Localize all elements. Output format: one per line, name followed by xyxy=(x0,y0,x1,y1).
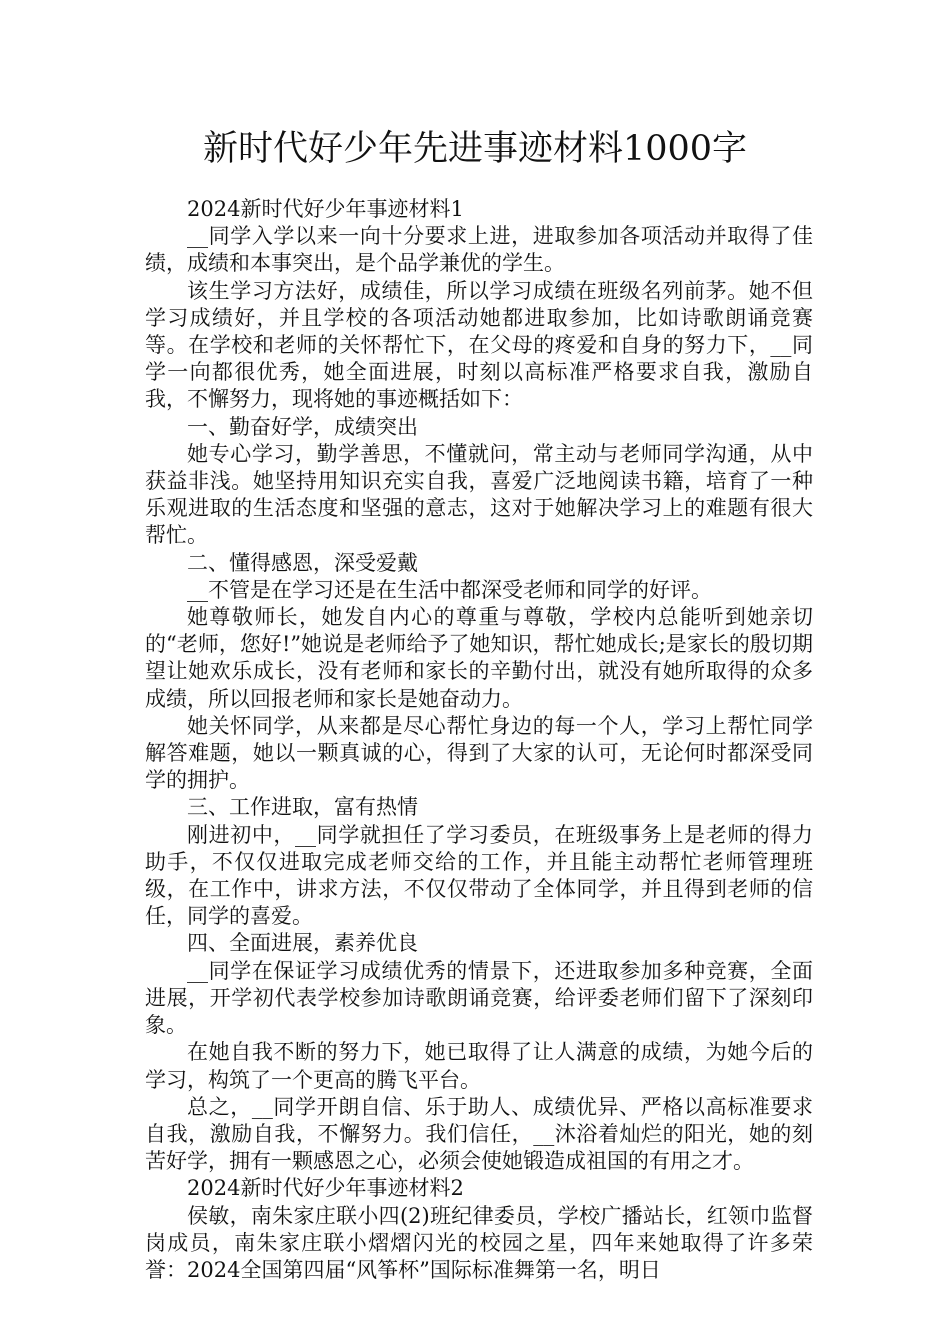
paragraph: __同学入学以来一向十分要求上进，进取参加各项活动并取得了佳绩，成绩和本事突出，是个品学兼优的学生。 xyxy=(145,224,813,276)
paragraph: 侯敏，南朱家庄联小四(2)班纪律委员，学校广播站长，红领巾监督岗成员，南朱家庄联小熠熠闪光的校园之星，四年来她取得了许多荣誉：2024全国第四届“风筝杯”国际标准舞第一名，明日 xyxy=(145,1203,813,1282)
section-heading: 一、勤奋好学，成绩突出 xyxy=(187,414,418,439)
paragraph: 她尊敬师长，她发自内心的尊重与尊敬，学校内总能听到她亲切的“老师，您好!”她说是老师给予了她知识，帮忙她成长;是家长的殷切期望让她欢乐成长，没有老师和家长的辛勤付出，就没有她所取得的众多成绩，所以回报老师和家长是她奋动力。 xyxy=(145,605,813,711)
paragraph: 刚进初中，__同学就担任了学习委员，在班级事务上是老师的得力助手，不仅仅进取完成老师交给的工作，并且能主动帮忙老师管理班级，在工作中，讲求方法，不仅仅带动了全体同学，并且得到老师的信任，同学的喜爱。 xyxy=(145,822,813,929)
section-heading: 三、工作进取，富有热情 xyxy=(187,795,418,820)
paragraph: __不管是在学习还是在生活中都深受老师和同学的好评。 xyxy=(187,577,712,602)
section-heading: 四、全面进展，素养优良 xyxy=(187,931,418,956)
paragraph: 在她自我不断的努力下，她已取得了让人满意的成绩，为她今后的学习，构筑了一个更高的腾飞平台。 xyxy=(145,1040,813,1092)
section-heading: 2024新时代好少年事迹材料1 xyxy=(187,197,464,221)
document-body xyxy=(145,196,813,1284)
paragraph: 该生学习方法好，成绩佳，所以学习成绩在班级名列前茅。她不但学习成绩好，并且学校的各项活动她都进取参加，比如诗歌朗诵竞赛等。在学校和老师的关怀帮忙下，在父母的疼爱和自身的努力下，__同学一向都很优秀，她全面进展，时刻以高标准严格要求自我，激励自我，不懈努力，现将她的事迹概括如下： xyxy=(145,278,813,412)
document-title: 新时代好少年先进事迹材料1000字 xyxy=(202,129,748,169)
paragraph: __同学在保证学习成绩优秀的情景下，还进取参加多种竞赛，全面进展，开学初代表学校参加诗歌朗诵竞赛，给评委老师们留下了深刻印象。 xyxy=(145,958,813,1038)
paragraph: 她关怀同学，从来都是尽心帮忙身边的每一个人，学习上帮忙同学解答难题，她以一颗真诚的心，得到了大家的认可，无论何时都深受同学的拥护。 xyxy=(145,713,813,793)
section-heading: 2024新时代好少年事迹材料2 xyxy=(187,1176,464,1201)
section-heading: 二、懂得感恩，深受爱戴 xyxy=(187,550,418,575)
paragraph: 总之，__同学开朗自信、乐于助人、成绩优异、严格以高标准要求自我，激励自我，不懈努力。我们信任，__沐浴着灿烂的阳光，她的刻苦好学，拥有一颗感恩之心，必须会使她锻造成祖国的有用之才。 xyxy=(145,1094,813,1174)
paragraph: 她专心学习，勤学善思，不懂就问，常主动与老师同学沟通，从中获益非浅。她坚持用知识充实自我，喜爱广泛地阅读书籍，培育了一种乐观进取的生活态度和坚强的意志，这对于她解决学习上的难题有很大帮忙。 xyxy=(145,441,813,548)
